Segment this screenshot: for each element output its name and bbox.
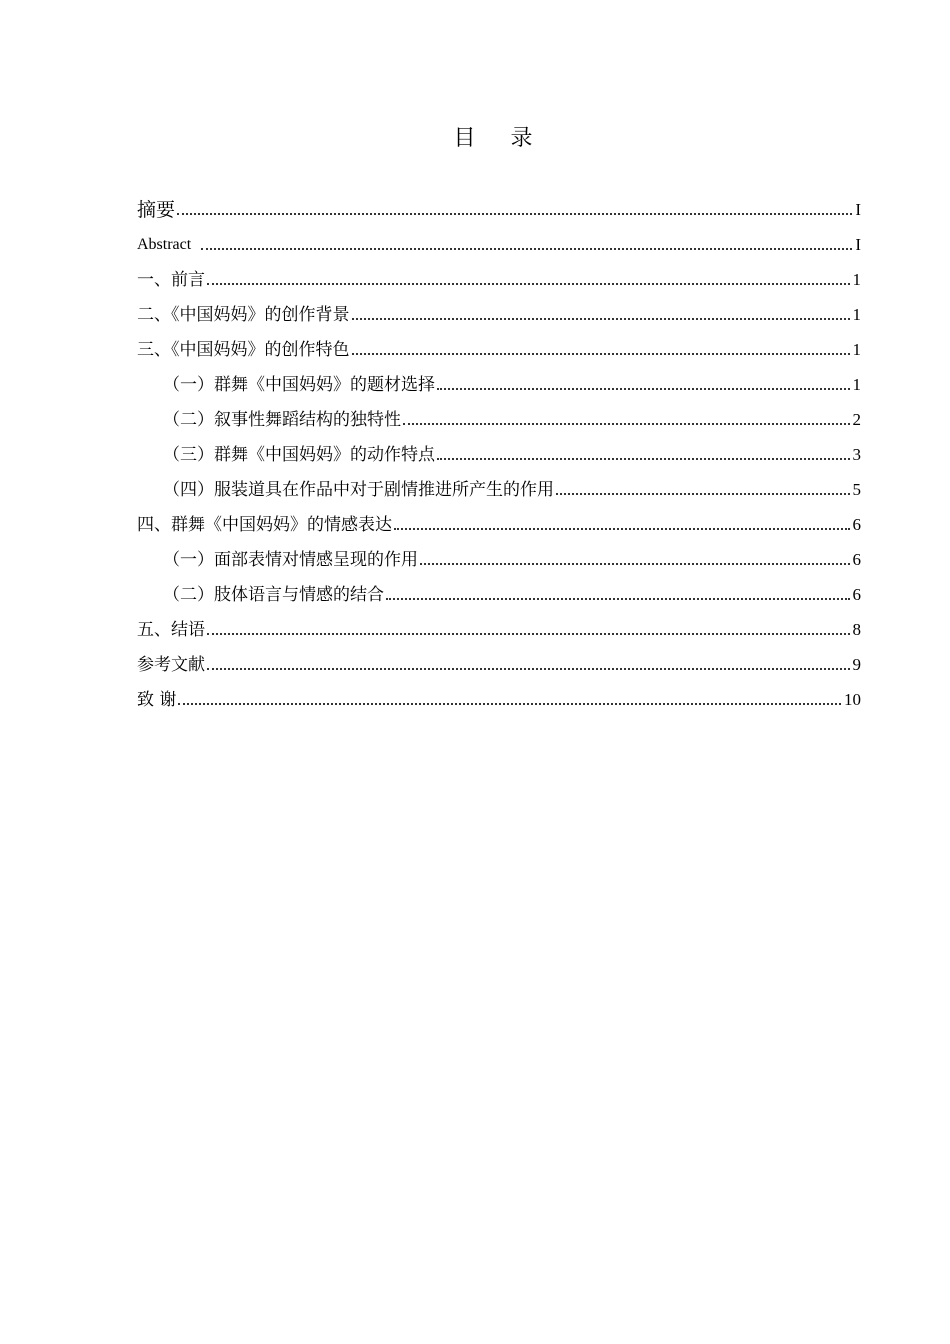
toc-entry-facial-expression[interactable] [137,536,861,571]
toc-entry-label: Abstract [137,236,192,253]
toc-dot-leader [394,528,850,530]
toc-entry-emotional-expression[interactable] [137,501,861,536]
toc-entry-background[interactable] [137,291,861,326]
toc-dot-leader [437,458,850,460]
toc-dot-leader [352,353,850,355]
toc-dot-leader [207,668,850,670]
toc-entry-page: 10 [844,690,861,709]
toc-entry-label: 摘要 [137,199,176,221]
toc-entry-costume-props[interactable] [137,466,861,501]
toc-entry-conclusion[interactable] [137,606,861,641]
toc-dot-leader [352,318,850,320]
toc-entry-page: I [855,200,861,219]
toc-entry-page: 6 [852,515,861,534]
toc-dot-leader [207,633,850,635]
toc-title: 目 录 [453,126,547,151]
toc-entry-label: 致 谢 [137,690,177,710]
toc-entry-page: 1 [852,270,861,289]
toc-entry-acknowledgements[interactable] [137,676,861,711]
toc-entry-page: 6 [852,550,861,569]
toc-entry-preface[interactable] [137,256,861,291]
toc-dot-leader [556,493,850,495]
toc-dot-leader [403,423,850,425]
toc-entry-label: （四）服装道具在作品中对于剧情推进所产生的作用 [163,480,554,500]
toc-entry-label: 三、《中国妈妈》的创作特色 [137,340,350,360]
toc-entry-page: 9 [852,655,861,674]
toc-dot-leader [420,563,850,565]
toc-entry-page: 3 [852,445,861,464]
toc-entry-page: 1 [852,305,861,324]
toc-entry-label: （二）叙事性舞蹈结构的独特性 [163,410,401,430]
toc-entry-page: 1 [852,375,861,394]
toc-entry-label: 参考文献 [137,655,205,675]
toc-dot-leader [207,283,850,285]
toc-entry-subject-choice[interactable] [137,361,861,396]
toc-entry-label: （一）群舞《中国妈妈》的题材选择 [163,375,435,395]
toc-dot-leader [386,598,850,600]
toc-dot-leader [437,388,850,390]
toc-dot-leader [178,703,841,705]
toc-entry-references[interactable] [137,641,861,676]
toc-entry-movement-features[interactable] [137,431,861,466]
toc-entry-page: 6 [852,585,861,604]
toc-entry-features[interactable] [137,326,861,361]
toc-dot-leader [177,213,852,215]
table-of-contents [137,185,861,711]
toc-entry-label: （三）群舞《中国妈妈》的动作特点 [163,445,435,465]
toc-entry-page: 8 [852,620,861,639]
toc-entry-label: 一、前言 [137,270,205,290]
toc-entry-page: 5 [852,480,861,499]
toc-entry-narrative-structure[interactable] [137,396,861,431]
toc-entry-page: 2 [852,410,861,429]
toc-entry-page: 1 [852,340,861,359]
toc-entry-label: 二、《中国妈妈》的创作背景 [137,305,350,325]
toc-entry-label: （二）肢体语言与情感的结合 [163,585,384,605]
toc-entry-abstract-cn[interactable] [137,185,861,221]
toc-entry-page: I [855,235,861,254]
toc-dot-leader [201,248,852,250]
toc-entry-body-language[interactable] [137,571,861,606]
toc-entry-label: （一）面部表情对情感呈现的作用 [163,550,418,570]
toc-entry-label: 四、群舞《中国妈妈》的情感表达 [137,515,392,535]
toc-entry-abstract-en[interactable] [137,221,861,256]
toc-entry-label: 五、结语 [137,620,205,640]
